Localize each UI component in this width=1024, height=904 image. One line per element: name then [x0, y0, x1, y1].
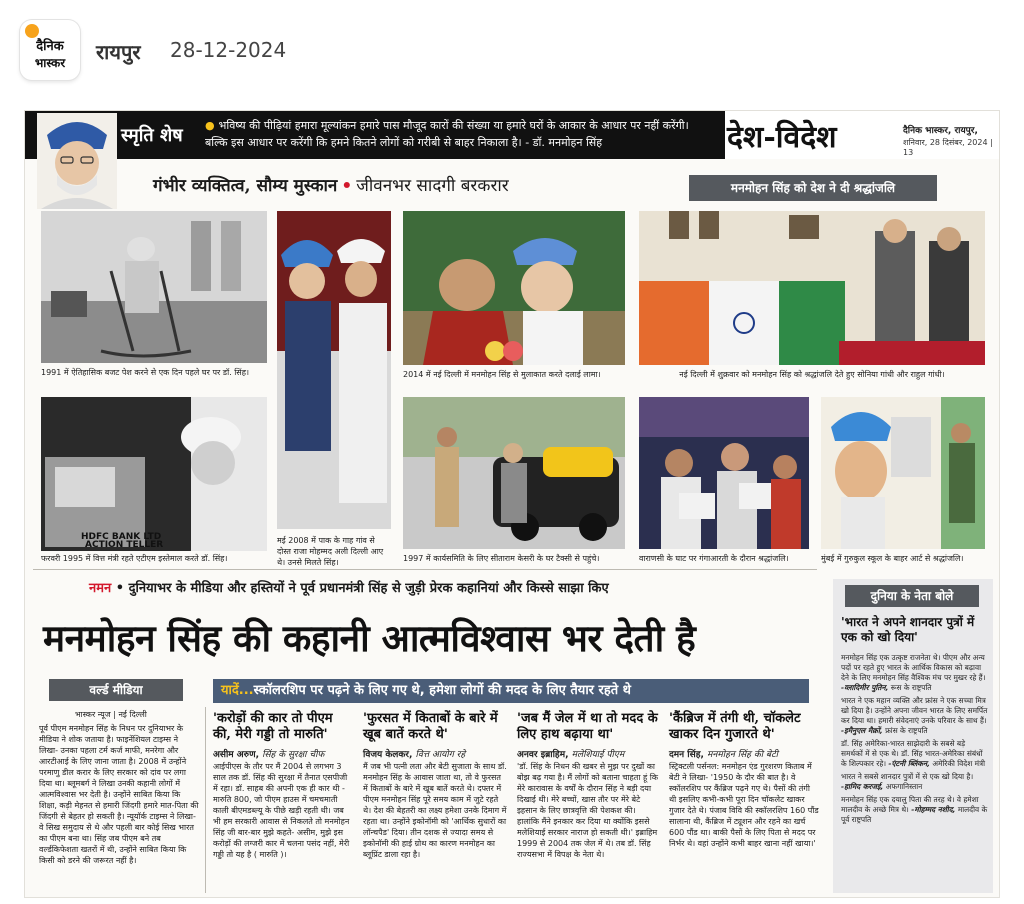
naman-bullet: • [111, 581, 129, 596]
story-4-headline: 'कैंब्रिज में तंगी थी, चॉकलेट खाकर दिन गुजारते थे' [669, 711, 801, 742]
photo-atm [41, 397, 267, 551]
story-1-author [213, 747, 353, 760]
masthead [725, 111, 1000, 159]
edition-city: रायपुर [96, 40, 141, 64]
story-4-author [669, 747, 819, 760]
story-3-body: 'डॉ. सिंह के निधन की खबर से मुझ पर दुखों का बोझ बढ़ गया है। मैं लोगों को बताना चाहता हूं कि मेरे कारावास के वर्षों के दौरान सिंह ने बड़ी दया दिखाई थी। मेरे बच्चों, खास तौर पर मेरे बेटे इहसान के लिए छात्रवृत्ति की पेशकश की। हालांकि मैंने इनकार कर दिया था क्योंकि इससे मलेशियाई सरकार नाराज हो सकती थी।' इब्राहिम 1999 से 2004 तक जेल में थे। तब डॉ. सिंह राज्यसभा में विपक्ष के नेता थे। [517, 762, 658, 859]
world-byline: भास्कर न्यूज | नई दिल्ली [75, 710, 147, 719]
section-title: देश-विदेश [727, 120, 837, 155]
bullet-dot: • [341, 176, 353, 196]
caption-6: नई दिल्ली में शुक्रवार को मनमोहन सिंह को श्रद्धांजलि देते हुए सोनिया गांधी और राहुल गांधी। [679, 370, 945, 379]
story-2-author [363, 747, 507, 760]
caption-4: 2014 में नई दिल्ली में मनमोहन सिंह से मुलाकात करते दलाई लामा। [403, 370, 601, 379]
bulb-icon: ● [205, 119, 215, 132]
leader-role: मालदीव के पूर्व राष्ट्रपति [841, 805, 988, 824]
atm-sign-top: HDFC BANK LTD [81, 532, 162, 542]
main-headline: मनमोहन सिंह की कहानी आत्मविश्वास भर देती है [43, 616, 696, 660]
headline-part-b: जीवनभर सादगी बरकरार [356, 176, 509, 196]
story-2-body: मैं जब भी पत्नी लता और बेटी सुजाता के साथ डॉ. मनमोहन सिंह के आवास जाता था, तो वे फुरसत में किताबों के बारे में खूब बातें करते थे। दफ्तर में पीएम मनमोहन सिंह पूरे समय काम में जुटे रहते थे। देश की बेहतरी का लक्ष्य हमेशा उनके दिमाग में रहता था। उन्होंने इकोनॉमी को 'आर्थिक सुधारों का लॉन्चपैड' दिया। तीन दशक से ज्यादा समय से इकोनॉमी की हाई ग्रोथ का कारण मनमोहन का ब्लूप्रिंट डाला रहा है। [363, 762, 507, 859]
caption-8: मुंबई में गुरुकुल स्कूल के बाहर आर्ट से श्रद्धांजलि। [821, 554, 964, 563]
leader-name: -व्लादिमीर पुतिन, [841, 683, 889, 692]
leader-name: -इमैनुएल मैक्रों, [841, 726, 883, 735]
story-3-author-role: मलेशियाई पीएम [571, 750, 625, 760]
leader-quote-text: डॉ. सिंह अमेरिका-भारत साझेदारी के सबसे बड़े समर्थकों में से एक थे। डॉ. सिंह भारत-अमेरिका संबंधों के शिल्पकार रहे। [841, 739, 983, 768]
sidebar-body [841, 653, 989, 828]
leader-quote-text: भारत ने एक महान व्यक्ति और फ्रांस ने एक सच्चा मित्र खो दिया है। उन्होंने अपना जीवन भारत के लिए समर्पित कर दिया था। हमारी संवेदनाएं उनके परिवार के साथ हैं। [841, 696, 988, 725]
memories-text: स्कॉलरशिप पर पढ़ने के लिए गए थे, हमेशा लोगों की मदद के लिए तैयार रहते थे [253, 683, 631, 698]
caption-3: मई 2008 में पाक के गाह गांव से दोस्त राजा मोहम्मद अली दिल्ली आए थे। उनसे मिलते सिंह। [277, 536, 384, 567]
leader-quote [841, 653, 989, 693]
story-3-author-name: अनवर इब्राहिम, [517, 750, 569, 760]
story-4-author-name: दमन सिंह, [669, 750, 704, 760]
leader-quote-text: भारत ने सबसे शानदार पुत्रों में से एक खो दिया है। [841, 772, 974, 781]
rule [33, 569, 817, 570]
naman-text: दुनियाभर के मीडिया और हस्तियों ने पूर्व प्रधानमंत्री सिंह से जुड़ी प्रेरक कहानियां और किस्से साझा किए [128, 581, 609, 596]
tribute-tag: मनमोहन सिंह को देश ने दी श्रद्धांजलि [689, 175, 937, 201]
world-media-body: पूर्व पीएम मनमोहन सिंह के निधन पर दुनियाभर के मीडिया ने शोक जताया है। फाइनेंशियल टाइम्स ने लिखा- उनका पहला टर्म कर्ज माफी, मनरेगा और आरटीआई के लिए जाना जाता है। 2008 में उन्होंने परमाणु डील करार के लिए सरकार को दांव पर लगा दिया था। ब्लूमबर्ग ने लिखा उनकी कहानी लोगों में आत्मविश्वास भर देती है। उन्होंने साबित किया कि शिक्षा, कड़ी मेहनत से हमारी जिंदगी हमारे मात-पिता की जिंदगी से बेहतर हो सकती है। न्यूयॉर्क टाइम्स ने लिखा- वे सिख समुदाय से थे और पहली बार कोई सिख भारत का पीएम बना था। सिंह जब पीएम बने तब वर्ल्डकिफेशता खतरों में थी, उन्होंने साबित किया कि किसी को डरने की जरूरत नहीं है। [39, 724, 199, 865]
story-4-body: स्ट्रिक्टली पर्सनल: मनमोहन एंड गुरशरण किताब में बेटी ने लिखा- '1950 के दौर की बात है। वे स्कॉलरशिप पर कैंब्रिज पढ़ने गए थे। पैसों की तंगी थी इसलिए कभी-कभी पूरा दिन चॉकलेट खाकर गुजार देते थे। पंजाब विवि की स्कॉलरशिप 160 पौंड सालाना थी, कैंब्रिज में ट्यूशन और रहने का खर्च 600 पौंड था। बाकी पैसों के लिए पिता से मदद पर निर्भर थे। वहां उन्होंने कभी बाहर खाना नहीं खाया।' [669, 762, 819, 848]
story-1-author-role: सिंह के सुरक्षा चीफ [262, 750, 325, 760]
photo-rocking-chair [41, 211, 267, 363]
sidebar-headline: 'भारत ने अपने शानदार पुत्रों में एक को खो दिया' [841, 615, 975, 644]
photo-tribute-flag [639, 211, 985, 365]
quote-text: भविष्य की पीढ़ियां हमारा मूल्यांकन हमारे पास मौजूद कारों की संख्या या हमारे घरों के आकार के आधार पर नहीं करेंगी। बल्कि इस आधार पर करेंगी कि हमने कितने लोगों को गरीबी से बाहर निकाला है। - डॉ. मनमोहन सिंह [205, 119, 689, 149]
leader-quote-text: मनमोहन सिंह एक दयालु पिता की तरह थे। वे हमेशा मालदीव के अच्छे मित्र थे। [841, 795, 979, 814]
photo-with-friend [277, 211, 391, 529]
leader-name: -हामिद करजई, [841, 782, 884, 791]
naman-line [89, 578, 609, 596]
story-3-headline: 'जब मैं जेल में था तो मदद के लिए हाथ बढ़ाया था' [517, 711, 658, 742]
leader-quote [841, 696, 989, 736]
photo-varanasi [639, 397, 809, 549]
masthead-line2: शनिवार, 28 दिसंबर, 2024 | 13 [903, 138, 993, 157]
leader-role: अमेरिकी विदेश मंत्री [932, 759, 985, 768]
caption-5: 1997 में कार्यसमिति के लिए सीताराम केसरी के घर टैक्सी से पहुंचे। [403, 554, 600, 563]
story-2-author-name: विजय केलकर, [363, 750, 413, 760]
leader-role: अफगानिस्तान [885, 782, 923, 791]
story-1-body: आईपीएस के तौर पर मैं 2004 से लगभग 3 साल तक डॉ. सिंह की सुरक्षा में तैनात एसपीजी में रहा। डॉ. साहब की अपनी एक ही कार थी - मारुति 800, जो पीएम हाउस में चमचमाती काली बीएमडब्ल्यू के पीछे खड़ी रहती थी। जब भी हम सरकारी आवास से निकलते तो मनमोहन सिंह जी बार-बार मुझे कहते- असीम, मुझे इस करोड़ों की लग्जरी कार में चलना पसंद नहीं, मेरी गड्डी तो यह है ( मारुति )। [213, 762, 350, 859]
app-header [0, 0, 1024, 100]
logo-line1: दैनिक [36, 39, 64, 54]
leader-name: -एंटनी ब्लिंकन, [888, 759, 930, 768]
photo-dalai-lama [403, 211, 625, 365]
photo-mumbai-art [821, 397, 985, 549]
leader-role: फ्रांस के राष्ट्रपति [885, 726, 928, 735]
page-top-bar [25, 111, 1000, 159]
world-leaders-sidebar [833, 579, 993, 893]
caption-7: वाराणसी के घाट पर गंगाआरती के दौरान श्रद्धांजलि। [639, 554, 789, 563]
leader-quote [841, 739, 989, 769]
memories-bar [213, 679, 809, 703]
quote [205, 117, 705, 151]
story-1-headline: 'करोड़ों की कार तो पीएम की, मेरी गड्डी तो मारुति' [213, 711, 333, 742]
leader-quote [841, 795, 989, 825]
photo-section-headline [153, 173, 509, 196]
atm-sign-bottom: ACTION TELLER [85, 540, 164, 550]
story-2-headline: 'फुरसत में किताबों के बारे में खूब बातें करते थे' [363, 711, 498, 742]
leader-quote [841, 772, 989, 792]
photo-taxi [403, 397, 625, 549]
column-rule [205, 707, 206, 893]
portrait-photo [37, 113, 117, 209]
headline-part-a: गंभीर व्यक्तित्व, सौम्य मुस्कान [153, 176, 338, 196]
story-3-author [517, 747, 659, 760]
memories-label: यादें... [221, 683, 254, 698]
world-media-tag: वर्ल्ड मीडिया [49, 679, 183, 701]
story-2-author-role: वित्त आयोग रहे [415, 750, 466, 760]
leader-name: -मोहम्मद नशीद, [911, 805, 956, 814]
sun-icon [25, 24, 39, 38]
leader-quote-text: मनमोहन सिंह एक उत्कृष्ट राजनेता थे। पीएम और अन्य पदों पर रहते हुए भारत के आर्थिक विकास को बढ़ावा देने के लिए मनमोहन सिंह वैश्विक मंच पर मुखर रहे हैं। [841, 653, 986, 682]
dainik-bhaskar-logo[interactable] [20, 20, 80, 80]
caption-1: 1991 में ऐतिहासिक बजट पेश करने से एक दिन पहले घर पर डॉ. सिंह। [41, 368, 249, 377]
leader-role: रूस के राष्ट्रपति [890, 683, 932, 692]
section-tag: स्मृति शेष [121, 125, 183, 146]
edition-date: 28-12-2024 [170, 38, 287, 62]
masthead-line1: दैनिक भास्कर, रायपुर, [903, 126, 978, 136]
naman-label: नमन [89, 581, 112, 596]
caption-2: फरवरी 1995 में वित्त मंत्री रहते एटीएम इस्तेमाल करते डॉ. सिंह। [41, 554, 228, 563]
story-1-author-name: असीम अरुण, [213, 750, 259, 760]
story-4-author-role: मनमोहन सिंह की बेटी [707, 750, 778, 760]
newspaper-page[interactable] [24, 110, 1000, 898]
logo-line2: भास्कर [34, 56, 66, 70]
world-leaders-tag: दुनिया के नेता बोले [845, 585, 979, 607]
